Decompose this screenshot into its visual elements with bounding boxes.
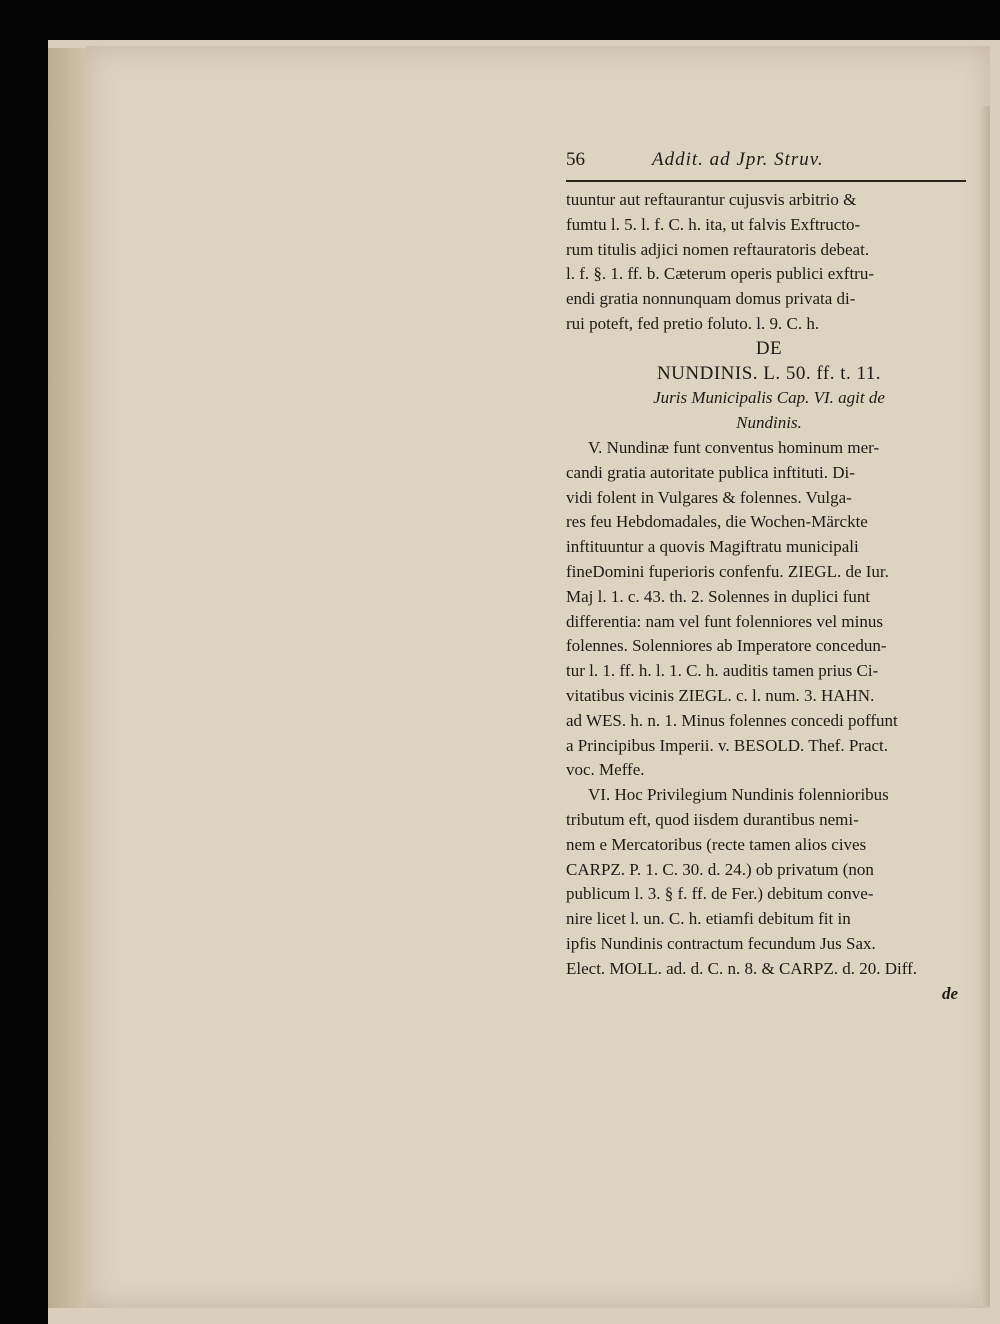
text-line: Maj l. 1. c. 43. th. 2. Solennes in duplici funt [566, 586, 871, 606]
text-line: res feu Hebdomadales, die Wochen-Märckte [566, 512, 868, 532]
intro-lines [566, 188, 972, 337]
text-line: ad WES. h. n. 1. Minus folennes concedi poffunt [566, 710, 898, 730]
text-line: rui poteft, fed pretio foluto. l. 9. C. h. [566, 313, 820, 333]
section-subtitle-2: Nundinis. [736, 413, 802, 433]
catchword: de [941, 983, 958, 1003]
text-line: tributum eft, quod iisdem durantibus nemi- [566, 809, 859, 829]
text-line: l. f. §. 1. ff. b. Cæterum operis publici exftru- [566, 264, 874, 284]
text-line: VI. Hoc Privilegium Nundinis folennioribus [588, 785, 889, 805]
text-line: a Principibus Imperii. v. BESOLD. Thef. Pract. [566, 735, 889, 755]
text-line: fineDomini fuperioris confenfu. ZIEGL. de Iur. [566, 561, 889, 581]
text-line: nem e Mercatoribus (recte tamen alios cives [566, 834, 867, 854]
page-gutter-shadow [48, 48, 86, 1308]
text-line: tur l. 1. ff. h. l. 1. C. h. auditis tamen prius Ci- [566, 661, 879, 681]
text-line: vitatibus vicinis ZIEGL. c. l. num. 3. HAHN. [566, 685, 875, 705]
text-line: nire licet l. un. C. h. etiamfi debitum fit in [566, 909, 851, 929]
paragraph-v [566, 436, 972, 783]
text-line: folennes. Solenniores ab Imperatore concedun- [566, 636, 887, 656]
text-line: V. Nundinæ funt conventus hominum mer- [588, 437, 880, 457]
text-line: differentia: nam vel funt folenniores vel minus [566, 611, 883, 631]
text-line: publicum l. 3. § f. ff. de Fer.) debitum conve- [566, 884, 874, 904]
text-line: voc. Meffe. [566, 760, 645, 780]
text-line: vidi folent in Vulgares & folennes. Vulga- [566, 487, 852, 507]
text-line: inftituuntur a quovis Magiftratu municipali [566, 537, 859, 557]
text-line: candi gratia autoritate publica inftituti. Di- [566, 462, 855, 482]
text-line: fumtu l. 5. l. f. C. h. ita, ut falvis Exftructo- [566, 214, 861, 234]
running-header [566, 148, 972, 178]
page-edge [980, 106, 990, 1306]
running-title: Addit. ad Jpr. Struv. [652, 149, 824, 170]
header-rule [566, 180, 966, 182]
text-line: tuuntur aut reftaurantur cujusvis arbitrio & [566, 190, 857, 209]
text-line: rum titulis adjici nomen reftauratoris debeat. [566, 239, 870, 259]
page-number: 56 [566, 149, 585, 170]
text-line: CARPZ. P. 1. C. 30. d. 24.) ob privatum (non [566, 859, 874, 879]
text-line: ipfis Nundinis contractum fecundum Jus Sax. [566, 933, 876, 953]
paragraph-vi [566, 783, 972, 981]
section-title: NUNDINIS. L. 50. ff. t. 11. [656, 362, 882, 384]
section-de: DE [755, 337, 783, 359]
section-subtitle: Juris Municipalis Cap. VI. agit de [653, 388, 885, 408]
text-line: Elect. MOLL. ad. d. C. n. 8. & CARPZ. d. 20. Diff. [566, 958, 917, 978]
text-column [566, 148, 972, 1006]
text-line: endi gratia nonnunquam domus privata di- [566, 289, 856, 309]
